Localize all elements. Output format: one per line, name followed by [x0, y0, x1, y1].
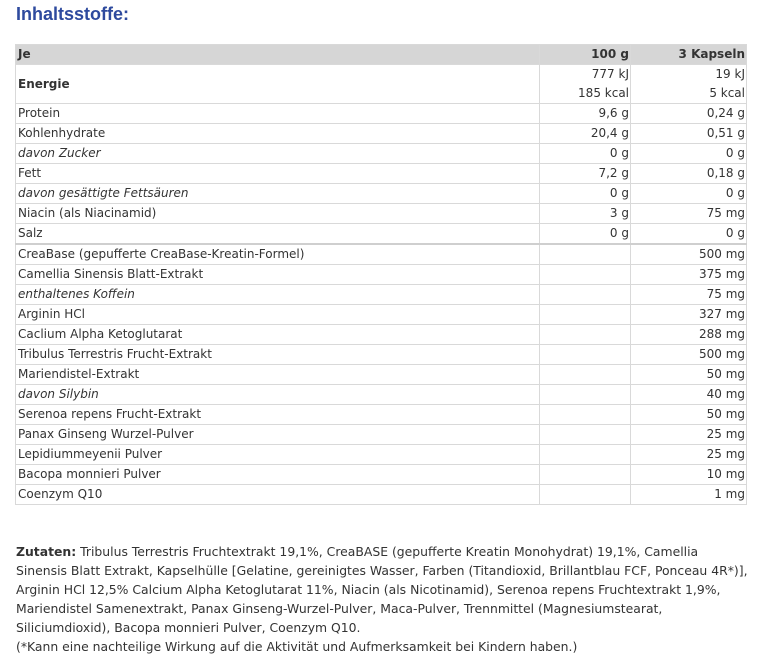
- active-ingredient-per-100g: [540, 465, 631, 485]
- energy-per-dose-kcal: 5 kcal: [709, 86, 745, 100]
- active-ingredient-row: [16, 405, 747, 425]
- header-per-100g: 100 g: [540, 45, 631, 65]
- active-ingredient-label: enthaltenes Koffein: [16, 285, 540, 305]
- active-ingredient-label: Caclium Alpha Ketoglutarat: [16, 325, 540, 345]
- active-ingredient-label: Camellia Sinensis Blatt-Extrakt: [16, 265, 540, 285]
- active-ingredient-per-100g: [540, 345, 631, 365]
- active-ingredient-row: [16, 244, 747, 265]
- nutrient-per-100g: 7,2 g: [540, 164, 631, 184]
- active-ingredient-row: [16, 485, 747, 505]
- active-ingredient-per-100g: [540, 365, 631, 385]
- active-ingredient-row: [16, 385, 747, 405]
- active-ingredient-per-100g: [540, 425, 631, 445]
- active-ingredient-row: [16, 465, 747, 485]
- nutrient-label: davon Zucker: [16, 144, 540, 164]
- energy-per-dose-kj: 19 kJ: [715, 67, 745, 81]
- nutrient-label: Salz: [16, 224, 540, 245]
- nutrient-row: [16, 124, 747, 144]
- active-ingredient-per-dose: 40 mg: [631, 385, 747, 405]
- active-ingredient-label: davon Silybin: [16, 385, 540, 405]
- nutrient-row: [16, 184, 747, 204]
- active-ingredient-per-100g: [540, 285, 631, 305]
- active-ingredient-per-dose: 50 mg: [631, 365, 747, 385]
- table-row-energy: [16, 65, 747, 104]
- active-ingredient-per-dose: 50 mg: [631, 405, 747, 425]
- nutrient-per-dose: 0,51 g: [631, 124, 747, 144]
- nutrient-row: [16, 104, 747, 124]
- ingredients-label: Zutaten:: [16, 544, 77, 559]
- energy-per-100g-kj: 777 kJ: [591, 67, 629, 81]
- active-ingredient-label: CreaBase (gepufferte CreaBase-Kreatin-Formel): [16, 244, 540, 265]
- active-ingredient-per-dose: 288 mg: [631, 325, 747, 345]
- active-ingredient-label: Arginin HCl: [16, 305, 540, 325]
- active-ingredient-row: [16, 365, 747, 385]
- nutrient-per-100g: 3 g: [540, 204, 631, 224]
- nutrient-per-100g: 0 g: [540, 184, 631, 204]
- nutrient-per-100g: 0 g: [540, 144, 631, 164]
- energy-per-dose: [631, 65, 747, 104]
- nutrient-row: [16, 204, 747, 224]
- energy-label: Energie: [16, 65, 540, 104]
- active-ingredient-row: [16, 325, 747, 345]
- ingredients-block: [16, 542, 748, 656]
- nutrient-row: [16, 224, 747, 245]
- active-ingredient-per-100g: [540, 265, 631, 285]
- nutrient-per-dose: 0 g: [631, 224, 747, 245]
- active-ingredient-per-100g: [540, 325, 631, 345]
- header-per-dose: 3 Kapseln: [631, 45, 747, 65]
- nutrient-label: Kohlenhydrate: [16, 124, 540, 144]
- active-ingredient-per-dose: 75 mg: [631, 285, 747, 305]
- active-ingredient-per-100g: [540, 305, 631, 325]
- nutrient-per-dose: 0 g: [631, 144, 747, 164]
- nutrient-row: [16, 144, 747, 164]
- active-ingredient-per-100g: [540, 385, 631, 405]
- active-ingredient-per-100g: [540, 445, 631, 465]
- active-ingredient-label: Bacopa monnieri Pulver: [16, 465, 540, 485]
- active-ingredient-row: [16, 285, 747, 305]
- active-ingredient-per-100g: [540, 485, 631, 505]
- active-ingredient-per-100g: [540, 244, 631, 265]
- table-header-row: [16, 45, 747, 65]
- nutrient-per-100g: 9,6 g: [540, 104, 631, 124]
- active-ingredient-per-dose: 25 mg: [631, 445, 747, 465]
- active-ingredient-per-dose: 327 mg: [631, 305, 747, 325]
- active-ingredient-per-100g: [540, 405, 631, 425]
- active-ingredient-per-dose: 500 mg: [631, 244, 747, 265]
- active-ingredient-per-dose: 375 mg: [631, 265, 747, 285]
- header-per: Je: [16, 45, 540, 65]
- nutrient-per-dose: 0,18 g: [631, 164, 747, 184]
- active-ingredient-row: [16, 305, 747, 325]
- active-ingredient-label: Lepidiummeyenii Pulver: [16, 445, 540, 465]
- ingredients-text: Tribulus Terrestris Fruchtextrakt 19,1%, CreaBASE (gepufferte Kreatin Monohydrat) 19,1%, Camellia Sinensis Blatt Extrakt, Kapselhülle [Gelatine, gereinigtes Wasser, Farben (Titandioxid, Brillantblau FCF, Ponceau 4R*)], Arginin HCl 12,5% Calcium Alpha Ketoglutarat 11%, Niacin (als Nicotinamid), Serenoa repens Fruchtextrakt 1,9%, Mariendistel Samenextrakt, Panax Ginseng-Wurzel-Pulver, Maca-Pulver, Trennmittel (Magnesiumstearat, Siliciumdioxid), Bacopa monnieri Pulver, Coenzym Q10.: [16, 544, 748, 635]
- nutrient-per-dose: 0,24 g: [631, 104, 747, 124]
- active-ingredient-label: Tribulus Terrestris Frucht-Extrakt: [16, 345, 540, 365]
- nutrient-row: [16, 164, 747, 184]
- active-ingredient-per-dose: 25 mg: [631, 425, 747, 445]
- nutrient-per-100g: 20,4 g: [540, 124, 631, 144]
- active-ingredient-row: [16, 265, 747, 285]
- nutrient-label: Niacin (als Niacinamid): [16, 204, 540, 224]
- energy-per-100g-kcal: 185 kcal: [578, 86, 629, 100]
- active-ingredient-label: Serenoa repens Frucht-Extrakt: [16, 405, 540, 425]
- nutrient-label: Fett: [16, 164, 540, 184]
- nutrient-label: davon gesättigte Fettsäuren: [16, 184, 540, 204]
- active-ingredient-per-dose: 10 mg: [631, 465, 747, 485]
- energy-per-100g: [540, 65, 631, 104]
- active-ingredient-label: Panax Ginseng Wurzel-Pulver: [16, 425, 540, 445]
- nutrient-per-dose: 0 g: [631, 184, 747, 204]
- active-ingredient-per-dose: 500 mg: [631, 345, 747, 365]
- nutrition-table: [15, 44, 747, 505]
- nutrient-per-100g: 0 g: [540, 224, 631, 245]
- active-ingredient-row: [16, 345, 747, 365]
- active-ingredient-row: [16, 445, 747, 465]
- active-ingredient-row: [16, 425, 747, 445]
- active-ingredient-label: Mariendistel-Extrakt: [16, 365, 540, 385]
- page-title: Inhaltsstoffe:: [16, 4, 130, 24]
- ingredients-note: (*Kann eine nachteilige Wirkung auf die Aktivität und Aufmerksamkeit bei Kindern haben.): [16, 639, 578, 654]
- nutrient-label: Protein: [16, 104, 540, 124]
- active-ingredient-per-dose: 1 mg: [631, 485, 747, 505]
- active-ingredient-label: Coenzym Q10: [16, 485, 540, 505]
- nutrient-per-dose: 75 mg: [631, 204, 747, 224]
